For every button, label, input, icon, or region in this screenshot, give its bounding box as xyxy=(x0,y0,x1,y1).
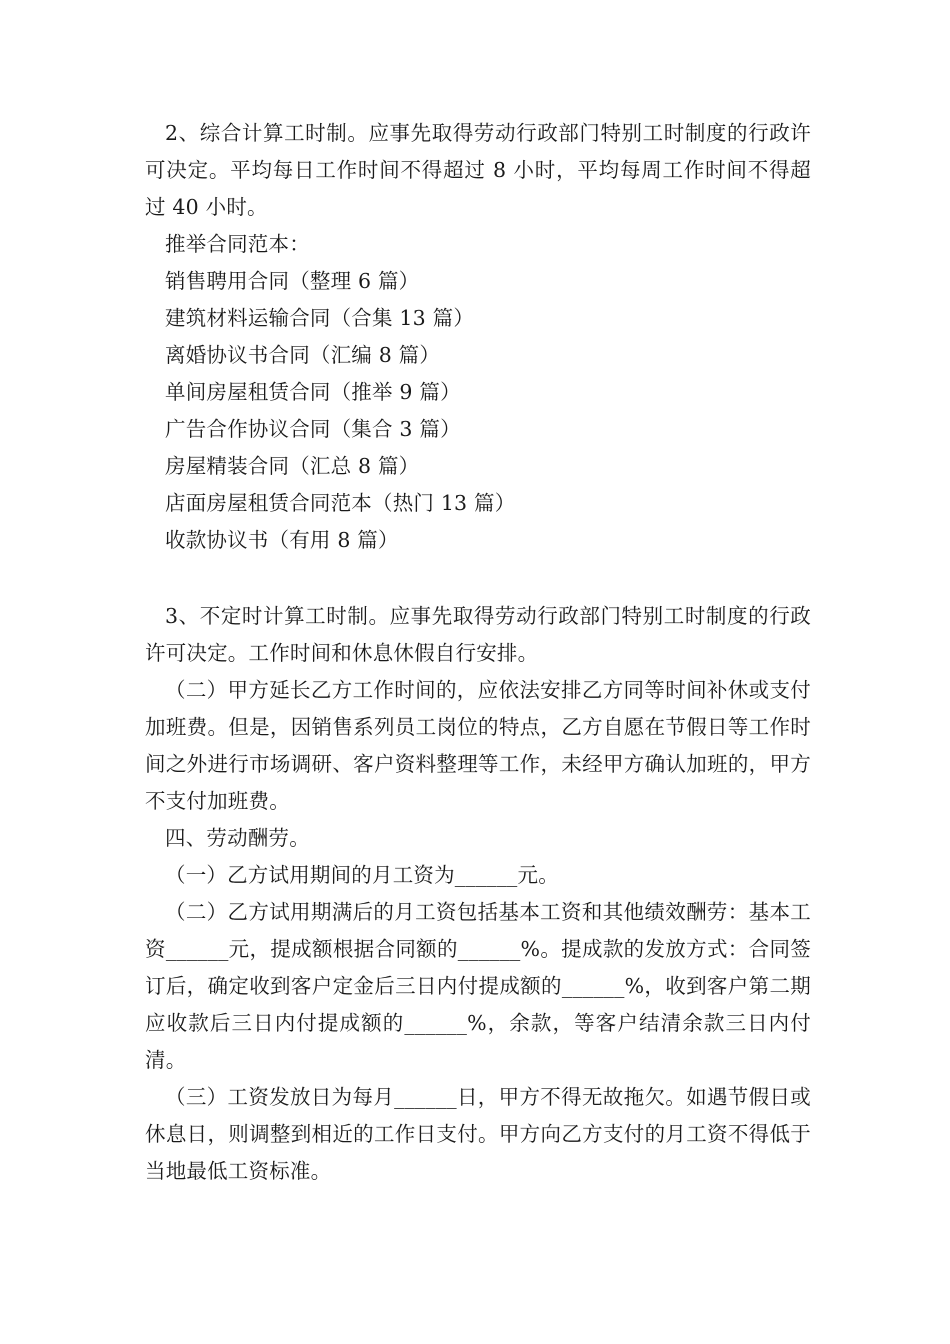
recommend-item[interactable]: 销售聘用合同（整理 6 篇） xyxy=(165,269,420,293)
recommend-heading: 推举合同范本： xyxy=(165,232,310,256)
recommend-list xyxy=(145,263,811,559)
document-page xyxy=(145,115,811,1190)
section-4-heading: 四、劳动酬劳。 xyxy=(165,826,310,850)
recommend-item[interactable]: 建筑材料运输合同（合集 13 篇） xyxy=(165,306,475,330)
recommend-item[interactable]: 收款协议书（有用 8 篇） xyxy=(165,528,399,552)
recommend-item[interactable]: 广告合作协议合同（集合 3 篇） xyxy=(165,417,461,441)
recommend-item[interactable]: 房屋精装合同（汇总 8 篇） xyxy=(165,454,420,478)
recommend-item[interactable]: 店面房屋租赁合同范本（热门 13 篇） xyxy=(165,491,516,515)
payday-clause: （三）工资发放日为每月______日，甲方不得无故拖欠。如遇节假日或休息日，则调整到相近的工作日支付。甲方向乙方支付的月工资不得低于当地最低工资标准。 xyxy=(145,1085,811,1183)
wage-structure-clause: （二）乙方试用期满后的月工资包括基本工资和其他绩效酬劳：基本工资______元，提成额根据合同额的______%。提成款的发放方式：合同签订后，确定收到客户定金后三日内付提成额的______%，收到客户第二期应收款后三日内付提成额的______%，余款，等客户结清余款三日内付清。 xyxy=(145,900,811,1072)
probation-wage-clause: （一）乙方试用期间的月工资为______元。 xyxy=(165,863,559,887)
section-2-paragraph: 2、综合计算工时制。应事先取得劳动行政部门特别工时制度的行政许可决定。平均每日工作时间不得超过 8 小时，平均每周工作时间不得超过 40 小时。 xyxy=(145,121,811,219)
overtime-clause: （二）甲方延长乙方工作时间的，应依法安排乙方同等时间补休或支付加班费。但是，因销售系列员工岗位的特点，乙方自愿在节假日等工作时间之外进行市场调研、客户资料整理等工作，未经甲方确认加班的，甲方不支付加班费。 xyxy=(145,678,811,813)
recommend-item[interactable]: 单间房屋租赁合同（推举 9 篇） xyxy=(165,380,461,404)
recommend-item[interactable]: 离婚协议书合同（汇编 8 篇） xyxy=(165,343,441,367)
section-3-paragraph: 3、不定时计算工时制。应事先取得劳动行政部门特别工时制度的行政许可决定。工作时间和休息休假自行安排。 xyxy=(145,604,811,665)
